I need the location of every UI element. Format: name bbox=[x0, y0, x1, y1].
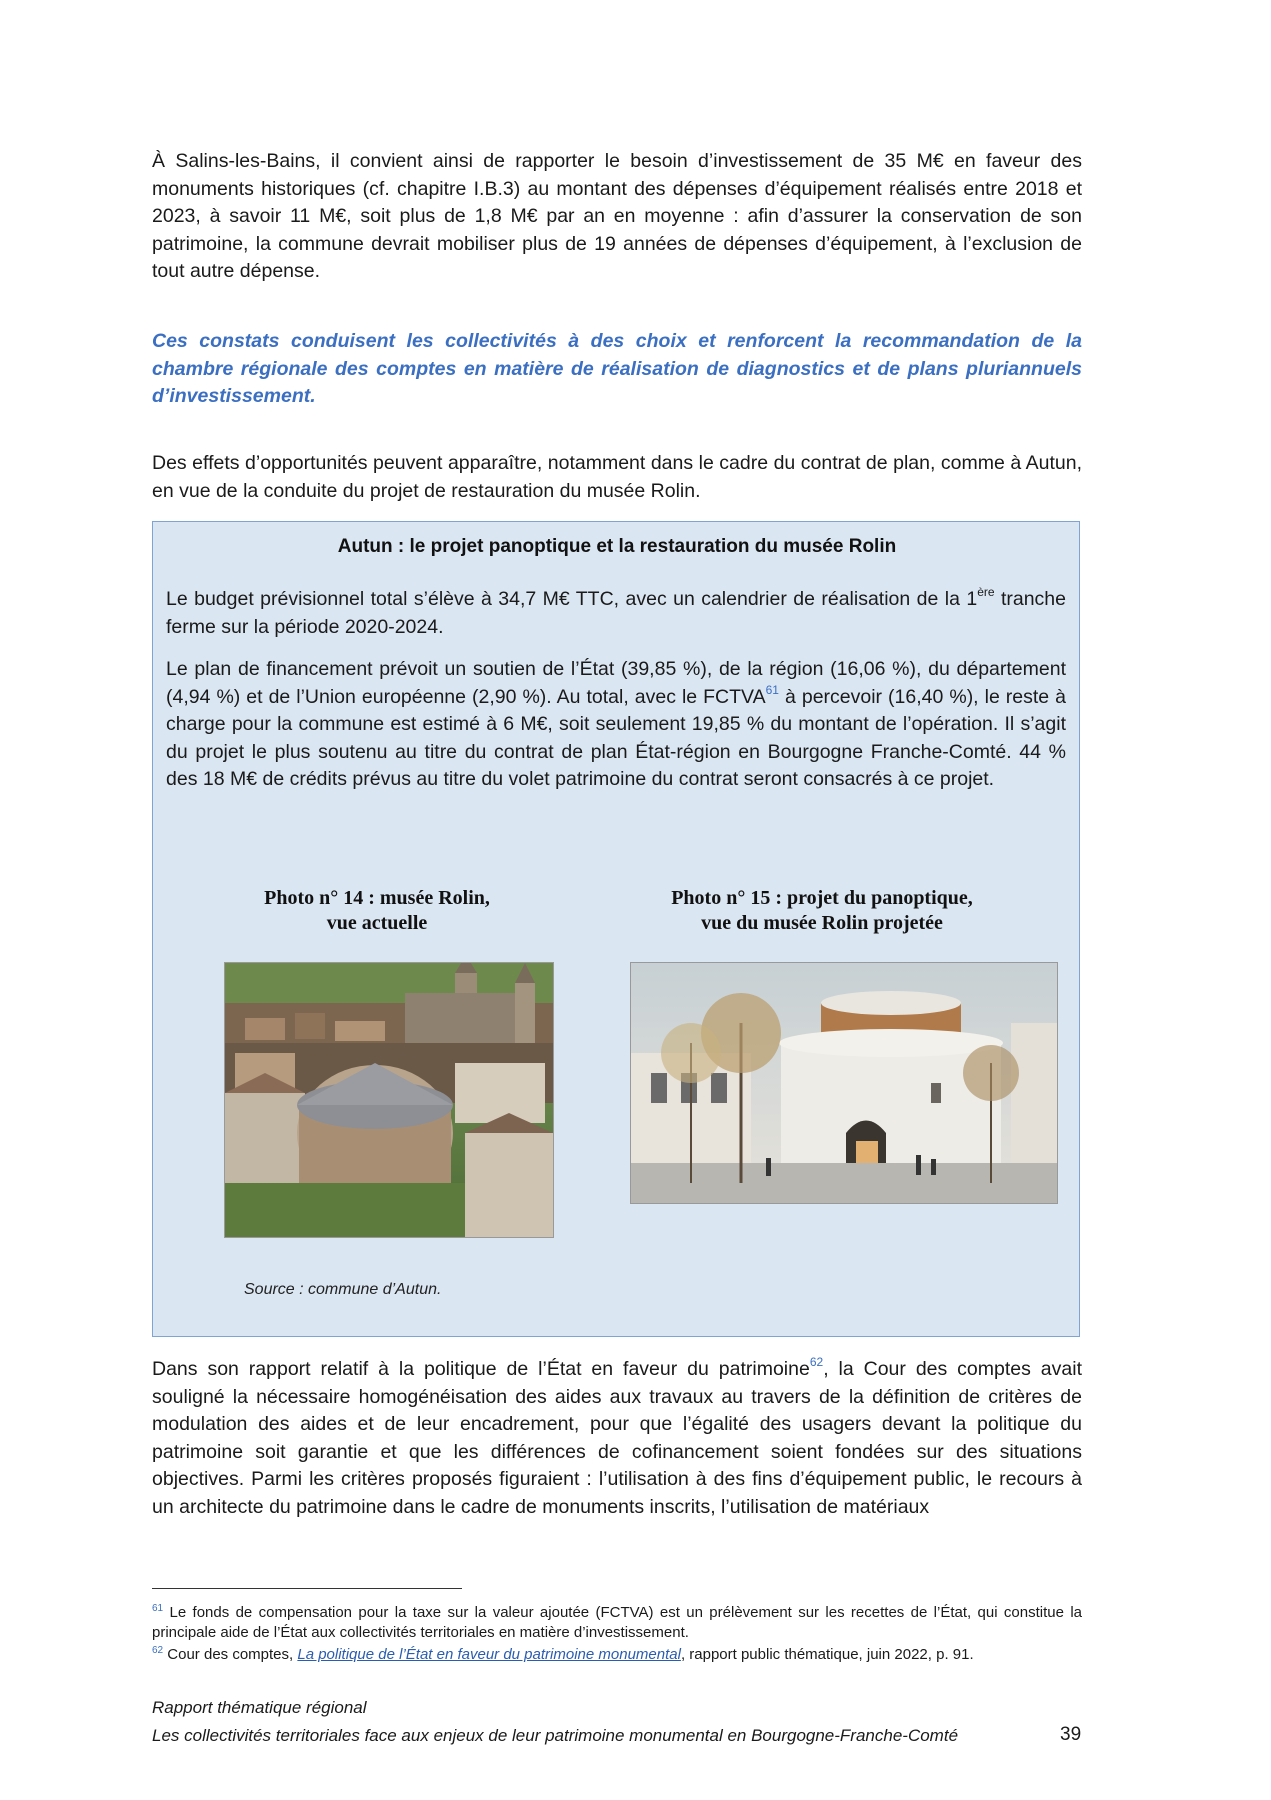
paragraph-cour-des-comptes bbox=[152, 1356, 1082, 1521]
footer-report-title: Les collectivités territoriales face aux enjeux de leur patrimoine monumental en Bourgogne-Franche-Comté bbox=[152, 1726, 959, 1745]
photo15-caption-line2: vue du musée Rolin projetée bbox=[701, 912, 943, 934]
photo-source: Source : commune d’Autun. bbox=[244, 1281, 442, 1298]
box-paragraph-budget-text: Le budget prévisionnel total s’élève à 34,7 M€ TTC, avec un calendrier de réalisation de la 1 bbox=[166, 588, 978, 610]
footnote-62 bbox=[152, 1645, 1082, 1665]
footnote-61 bbox=[152, 1603, 1082, 1643]
box-paragraph-budget-text-end: tranche ferme sur la période 2020-2024. bbox=[166, 588, 1066, 638]
footnote-62-link[interactable]: La politique de l’État en faveur du patrimoine monumental bbox=[297, 1646, 681, 1663]
footer-report-type: Rapport thématique régional bbox=[152, 1698, 367, 1717]
paragraph-recommendation-highlight: Ces constats conduisent les collectivités à des choix et renforcent la recommandation de la chambre régionale des comptes en matière de réalisation de diagnostics et de plans pluriannuels d’investissement. bbox=[152, 330, 1082, 407]
photo-panoptique-projet bbox=[630, 962, 1058, 1204]
footnote-separator bbox=[152, 1588, 462, 1589]
box-paragraph-financing-text: Le plan de financement prévoit un soutien de l’État (39,85 %), de la région (16,06 %), du département (4,94 %) et de l’Union européenne (2,90 %). Au total, avec le FCTVA bbox=[166, 658, 1066, 708]
photo14-caption-line1: Photo n° 14 : musée Rolin, bbox=[264, 887, 490, 909]
footnote-62-suffix: , rapport public thématique, juin 2022, p. 91. bbox=[680, 1646, 974, 1663]
footnote-61-number: 61 bbox=[152, 1603, 164, 1614]
paragraph-cour-des-comptes-text: Dans son rapport relatif à la politique de l’État en faveur du patrimoine bbox=[152, 1358, 810, 1380]
box-title: Autun : le projet panoptique et la restauration du musée Rolin bbox=[337, 536, 897, 557]
box-paragraph-budget bbox=[166, 586, 1066, 641]
photo-musee-rolin-aerial bbox=[224, 962, 554, 1238]
footnote-62-prefix: Cour des comptes, bbox=[163, 1646, 298, 1663]
page-number: 39 bbox=[1060, 1724, 1082, 1745]
superscript-ere: ère bbox=[977, 585, 995, 599]
photo14-caption-line2: vue actuelle bbox=[326, 912, 428, 934]
photo15-caption bbox=[612, 886, 1032, 936]
footnote-ref-61[interactable]: 61 bbox=[765, 682, 779, 697]
paragraph-cour-des-comptes-text-end: , la Cour des comptes avait souligné la nécessaire homogénéisation des aides aux travaux au travers de la définition de critères de modulation des aides et de leur encadrement, pour que l’égalité des usagers devant la politique du patrimoine soit garantie et que les différences de cofinancement soient fondées sur des situations objectives. Parmi les critères proposés figuraient : l’utilisation à des fins d’équipement public, le recours à un architecte du patrimoine dans le cadre de monuments inscrits, l’utilisation de matériaux bbox=[152, 1358, 1082, 1518]
box-paragraph-financing-text-end: à percevoir (16,40 %), le reste à charge pour la commune est estimé à 6 M€, soit seulement 19,85 % du montant de l’opération. Il s’agit du projet le plus soutenu au titre du contrat de plan État-région en Bourgogne Franche-Comté. 44 % des 18 M€ de crédits prévus au titre du volet patrimoine du contrat seront consacrés à ce projet. bbox=[166, 685, 1066, 790]
footnote-ref-62[interactable]: 62 bbox=[809, 1355, 824, 1369]
photo15-caption-line1: Photo n° 15 : projet du panoptique, bbox=[671, 887, 973, 909]
box-paragraph-financing bbox=[166, 656, 1066, 794]
photo14-caption bbox=[212, 886, 542, 936]
footnote-61-text: Le fonds de compensation pour la taxe sur la valeur ajoutée (FCTVA) est un prélèvement sur les recettes de l’État, qui constitue la principale aide de l’État aux collectivités territoriales en matière d’investissement. bbox=[152, 1604, 1082, 1641]
footnote-62-number: 62 bbox=[152, 1645, 164, 1656]
paragraph-salins: À Salins-les-Bains, il convient ainsi de rapporter le besoin d’investissement de 35 M€ en faveur des monuments historiques (cf. chapitre I.B.3) au montant des dépenses d’équipement réalisés entre 2018 et 2023, à savoir 11 M€, soit plus de 1,8 M€ par an en moyenne : afin d’assurer la conservation de son patrimoine, la commune devrait mobiliser plus de 19 années de dépenses d’équipement, à l’exclusion de tout autre dépense. bbox=[152, 150, 1082, 282]
paragraph-opportunities: Des effets d’opportunités peuvent apparaître, notamment dans le cadre du contrat de plan, comme à Autun, en vue de la conduite du projet de restauration du musée Rolin. bbox=[152, 452, 1082, 502]
